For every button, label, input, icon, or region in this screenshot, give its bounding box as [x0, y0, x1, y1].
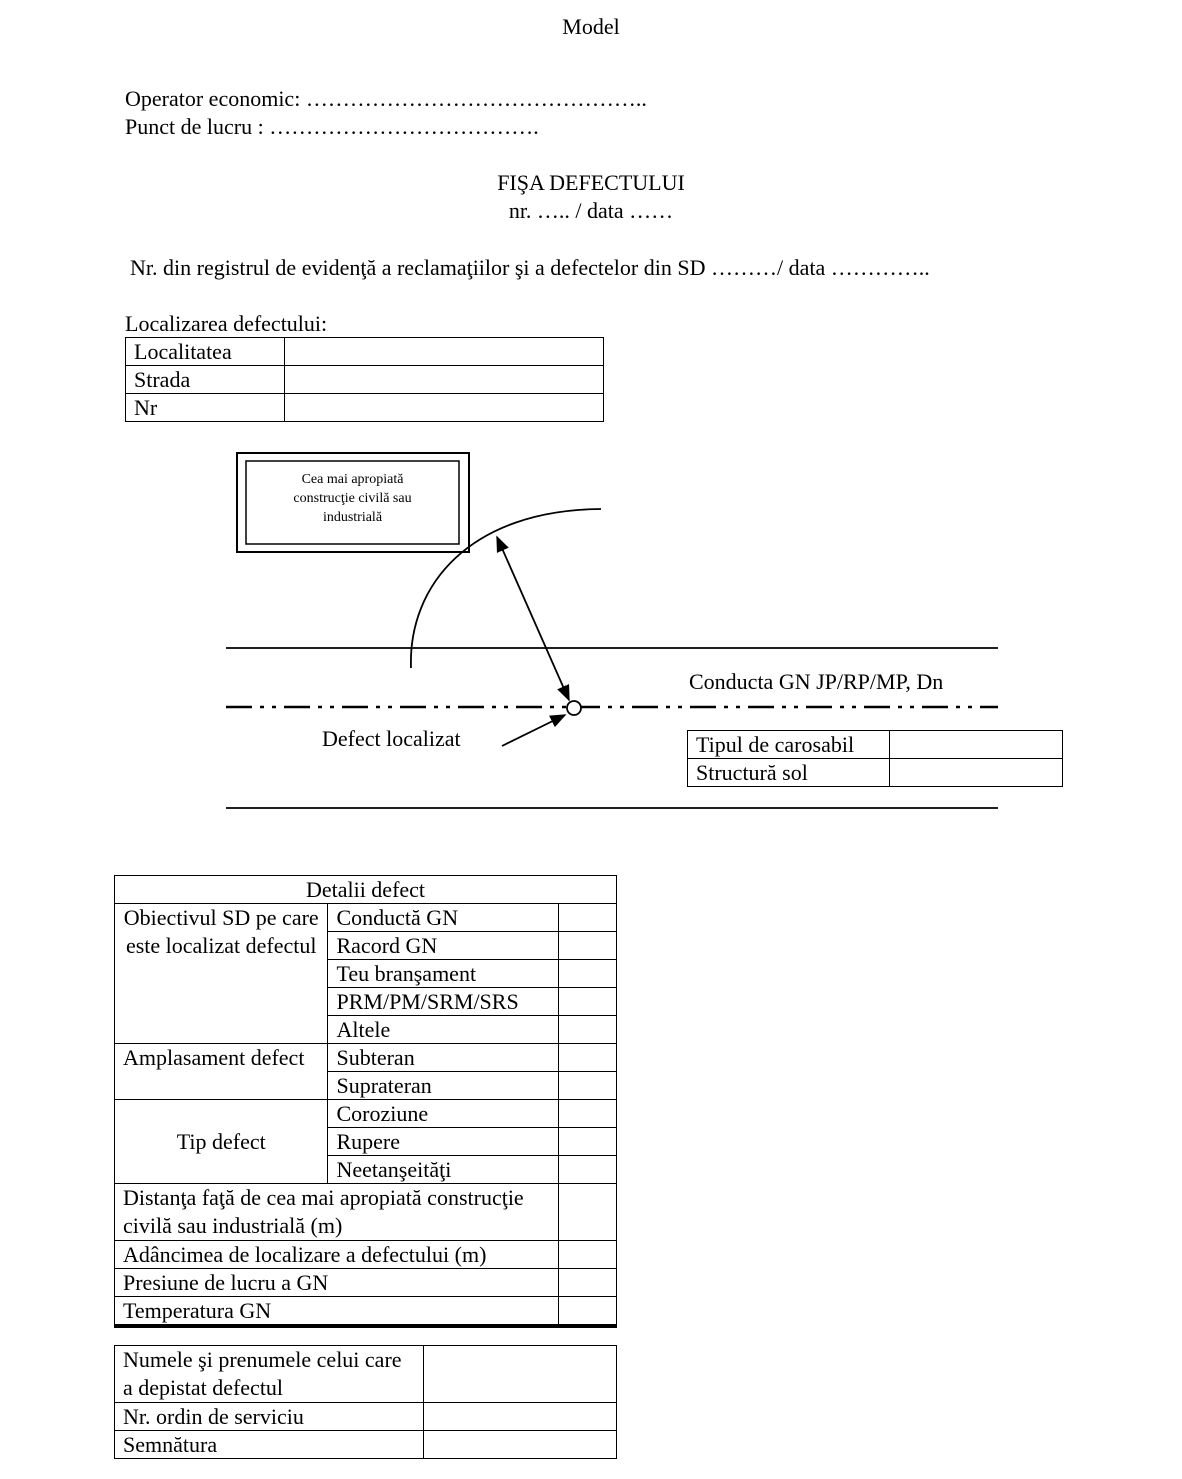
defect-type-item: Coroziune — [328, 1100, 559, 1128]
building-label — [246, 470, 459, 527]
table-row — [688, 759, 1063, 787]
table-row — [115, 904, 617, 932]
defect-type-item: Rupere — [328, 1128, 559, 1156]
checkbox-cell[interactable] — [559, 1016, 617, 1044]
building-label-line: Cea mai apropiată — [301, 472, 404, 487]
distance-arc — [411, 509, 601, 668]
details-table — [114, 875, 617, 1328]
distance-arrow — [497, 537, 569, 700]
objective-item: Altele — [328, 1016, 559, 1044]
finder-value[interactable] — [424, 1346, 617, 1403]
order-value[interactable] — [424, 1403, 617, 1431]
defect-type-label: Tip defect — [115, 1100, 328, 1184]
objective-item: Conductă GN — [328, 904, 559, 932]
checkbox-cell[interactable] — [559, 1044, 617, 1072]
defect-type-item: Neetanşeităţi — [328, 1156, 559, 1184]
placement-item: Subteran — [328, 1044, 559, 1072]
checkbox-cell[interactable] — [559, 988, 617, 1016]
road-cell-label: Tipul de carosabil — [688, 731, 890, 759]
table-row — [115, 876, 617, 904]
model-label: Model — [562, 14, 620, 39]
work-point-line: Punct de lucru : ………………………………. — [125, 114, 539, 139]
personnel-table — [114, 1345, 617, 1459]
table-row — [115, 1184, 617, 1241]
road-table — [687, 730, 1063, 787]
defect-label: Defect localizat — [322, 726, 461, 751]
checkbox-cell[interactable] — [559, 932, 617, 960]
checkbox-cell[interactable] — [559, 1100, 617, 1128]
objective-item: PRM/PM/SRM/SRS — [328, 988, 559, 1016]
pressure-value[interactable] — [559, 1269, 617, 1297]
pipe-label: Conducta GN JP/RP/MP, Dn — [689, 669, 944, 694]
registry-line: Nr. din registrul de evidenţă a reclamaţiilor şi a defectelor din SD ………/ data ………….. — [130, 255, 930, 280]
placement-item: Suprateran — [328, 1072, 559, 1100]
table-row — [115, 1100, 617, 1128]
distance-label: Distanţa faţă de cea mai apropiată construcţie civilă sau industrială (m) — [115, 1184, 559, 1241]
placement-label: Amplasament defect — [115, 1044, 328, 1100]
checkbox-cell[interactable] — [559, 904, 617, 932]
location-cell-label: Nr — [126, 394, 285, 422]
building-label-line: construcţie civilă sau — [293, 491, 412, 506]
operator-line: Operator economic: ……………………………………….. — [125, 86, 647, 111]
distance-value[interactable] — [559, 1184, 617, 1241]
pressure-label: Presiune de lucru a GN — [115, 1269, 559, 1297]
details-header: Detalii defect — [115, 876, 617, 904]
road-cell-value[interactable] — [889, 731, 1062, 759]
checkbox-cell[interactable] — [559, 1156, 617, 1184]
defect-pointer-arrow — [502, 715, 565, 746]
road-cell-value[interactable] — [889, 759, 1062, 787]
table-row — [115, 1346, 617, 1403]
depth-label: Adâncimea de localizare a defectului (m) — [115, 1241, 559, 1269]
signature-label: Semnătura — [115, 1431, 424, 1459]
checkbox-cell[interactable] — [559, 1072, 617, 1100]
checkbox-cell[interactable] — [559, 1128, 617, 1156]
table-row — [115, 1431, 617, 1459]
depth-value[interactable] — [559, 1241, 617, 1269]
signature-value[interactable] — [424, 1431, 617, 1459]
page-title: FIŞA DEFECTULUI — [497, 170, 685, 195]
location-label: Localizarea defectului: — [125, 311, 328, 336]
location-cell-label: Localitatea — [126, 338, 285, 366]
order-label: Nr. ordin de serviciu — [115, 1403, 424, 1431]
temperature-label: Temperatura GN — [115, 1297, 559, 1327]
table-row — [115, 1044, 617, 1072]
table-row — [115, 1241, 617, 1269]
table-row — [688, 731, 1063, 759]
objective-label: Obiectivul SD pe care este localizat defectul — [115, 904, 328, 1044]
table-row — [115, 1297, 617, 1327]
location-cell-label: Strada — [126, 366, 285, 394]
objective-item: Racord GN — [328, 932, 559, 960]
objective-item: Teu branşament — [328, 960, 559, 988]
road-cell-label: Structură sol — [688, 759, 890, 787]
temperature-value[interactable] — [559, 1297, 617, 1327]
checkbox-cell[interactable] — [559, 960, 617, 988]
table-row — [115, 1269, 617, 1297]
title-number-date: nr. ….. / data …… — [508, 198, 674, 223]
defect-point-icon — [567, 701, 581, 715]
building-label-line: industrială — [322, 510, 383, 525]
finder-label: Numele şi prenumele celui care a depistat defectul — [115, 1346, 424, 1403]
table-row — [115, 1403, 617, 1431]
